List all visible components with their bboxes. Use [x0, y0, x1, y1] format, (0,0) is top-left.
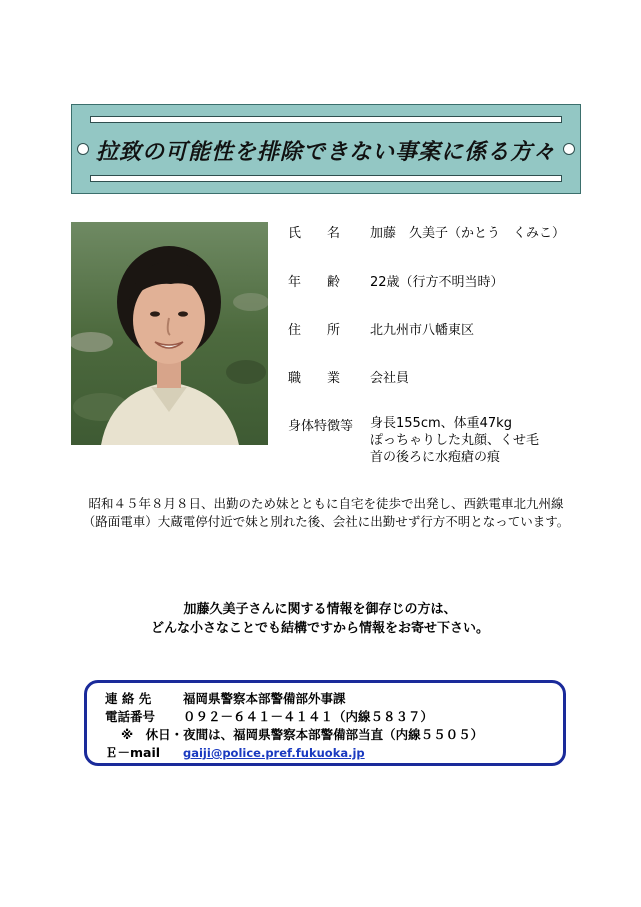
banner-right-rivet-icon: [563, 143, 575, 155]
address-value: 北九州市八幡東区: [370, 323, 475, 338]
information-request: [100, 600, 540, 638]
case-description: [66, 495, 586, 531]
page-title: 拉致の可能性を排除できない事案に係る方々: [96, 139, 557, 165]
contact-box: [84, 680, 566, 766]
feature-line: 首の後ろに水疱瘡の痕: [370, 450, 501, 465]
banner-top-rail: [90, 116, 562, 123]
banner-left-rivet-icon: [77, 143, 89, 155]
description-line: （路面電車）大蔵電停付近で妹と別れた後、会社に出勤せず行方不明となっています。: [82, 514, 570, 529]
job-label: 職 業: [288, 371, 341, 386]
contact-label: 連 絡 先: [105, 691, 152, 706]
age-label: 年 齢: [288, 275, 341, 290]
contact-value: 福岡県警察本部警備部外事課: [183, 691, 346, 706]
email-row: [105, 743, 365, 761]
features-value: [370, 415, 539, 466]
phone-label: 電話番号: [105, 709, 156, 724]
request-line: 加藤久美子さんに関する情報を御存じの方は、: [183, 602, 457, 617]
title-banner: [71, 104, 581, 194]
feature-line: 身長155cm、体重47kg: [370, 416, 512, 431]
feature-line: ぽっちゃりした丸顔、くせ毛: [370, 433, 540, 448]
phone-value: ０９２－６４１－４１４１（内線５８３７）: [183, 709, 434, 724]
description-line: 昭和４５年８月８日、出勤のため妹とともに自宅を徒歩で出発し、西鉄電車北九州線: [88, 496, 564, 511]
job-value: 会社員: [370, 371, 410, 386]
email-label: Ｅ－mail: [105, 745, 161, 760]
person-photo: [71, 222, 268, 445]
name-value: 加藤 久美子（かとう くみこ）: [370, 226, 566, 241]
email-link[interactable]: gaiji@police.pref.fukuoka.jp: [183, 746, 365, 760]
address-label: 住 所: [288, 323, 341, 338]
night-note: ※ 休日・夜間は、福岡県警察本部警備部当直（内線５５０５）: [121, 727, 484, 742]
age-value: 22歳（行方不明当時）: [370, 275, 504, 290]
contact-row: [105, 689, 346, 707]
name-label: 氏 名: [288, 226, 341, 241]
features-label: 身体特徴等: [288, 419, 354, 434]
phone-row: [105, 707, 433, 725]
request-line: どんな小さなことでも結構ですから情報をお寄せ下さい。: [150, 621, 489, 636]
banner-bottom-rail: [90, 175, 562, 182]
